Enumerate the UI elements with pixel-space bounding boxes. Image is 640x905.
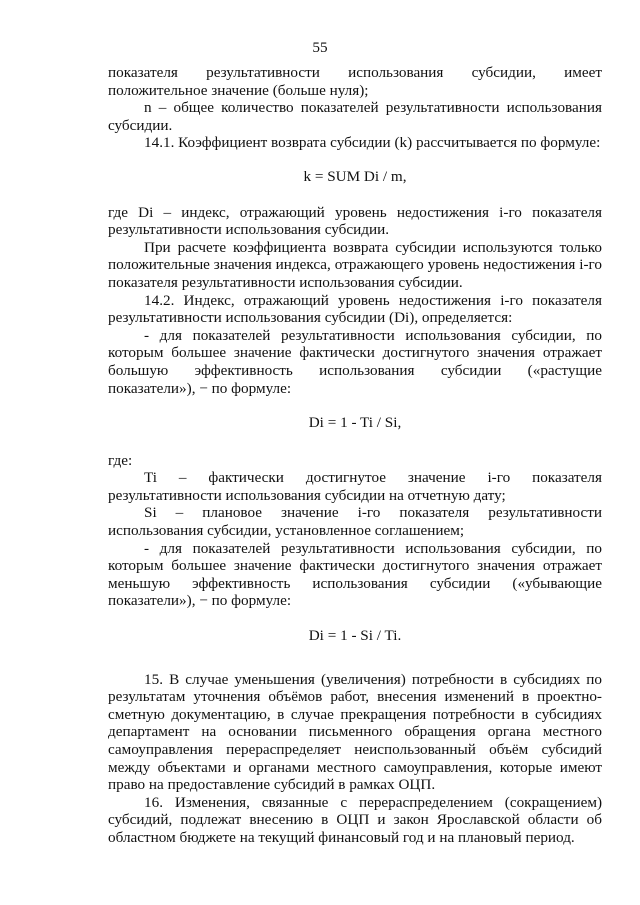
paragraph-16: 16. Изменения, связанные с перераспределением (сокращением) субсидий, подлежат внесению в ОЦП и закон Ярославской области об областном бюджете на текущий финансовый год и на плановый период. [108,793,602,846]
paragraph: - для показателей результативности использования субсидии, по которым большее значение фактически достигнутого значения отражает меньшую эффективность использования субсидии («убывающие показатели»), − по формуле: [108,539,602,610]
paragraph: - для показателей результативности использования субсидии, по которым большее значение фактически достигнутого значения отражает большую эффективность использования субсидии («растущие показатели»), − по формуле: [108,326,602,397]
document-body [108,64,602,847]
formula-k: k = SUM Di / m, [303,167,407,185]
formula-di-growing: Di = 1 - Ti / Si, [308,414,402,432]
paragraph: При расчете коэффициента возврата субсидии используются только положительные значения индекса, отражающего уровень недостижения i-го показателя результативности использования субсидии. [108,238,602,291]
definition-ti: Ti – фактически достигнутое значение i-го показателя результативности использования субсидии на отчетную дату; [108,469,602,504]
page-number: 55 [312,39,328,56]
paragraph: где: [108,451,133,469]
paragraph-15: 15. В случае уменьшения (увеличения) потребности в субсидиях по результатам уточнения объёмов работ, внесения изменений в проектно-сметную документацию, в случае прекращения потребности в субсидиях департамент на основании письменного обращения органа местного самоуправления перераспределяет неиспользованный объём субсидий между объектами и органами местного самоуправления, которые имеют право на предоставление субсидий в рамках ОЦП. [108,670,602,794]
paragraph: 14.1. Коэффициент возврата субсидии (k) рассчитывается по формуле: [144,134,601,152]
formula-di-decreasing: Di = 1 - Si / Ti. [308,627,402,645]
paragraph: n – общее количество показателей результативности использования субсидии. [108,99,602,134]
paragraph: показателя результативности использования субсидии, имеет положительное значение (больше нуля); [108,64,602,99]
paragraph: 14.2. Индекс, отражающий уровень недостижения i-го показателя результативности использования субсидии (Di), определяется: [108,291,602,327]
paragraph: где Di – индекс, отражающий уровень недостижения i-го показателя результативности использования субсидии. [108,203,602,239]
definition-si: Si – плановое значение i-го показателя результативности использования субсидии, установленное соглашением; [108,504,602,540]
